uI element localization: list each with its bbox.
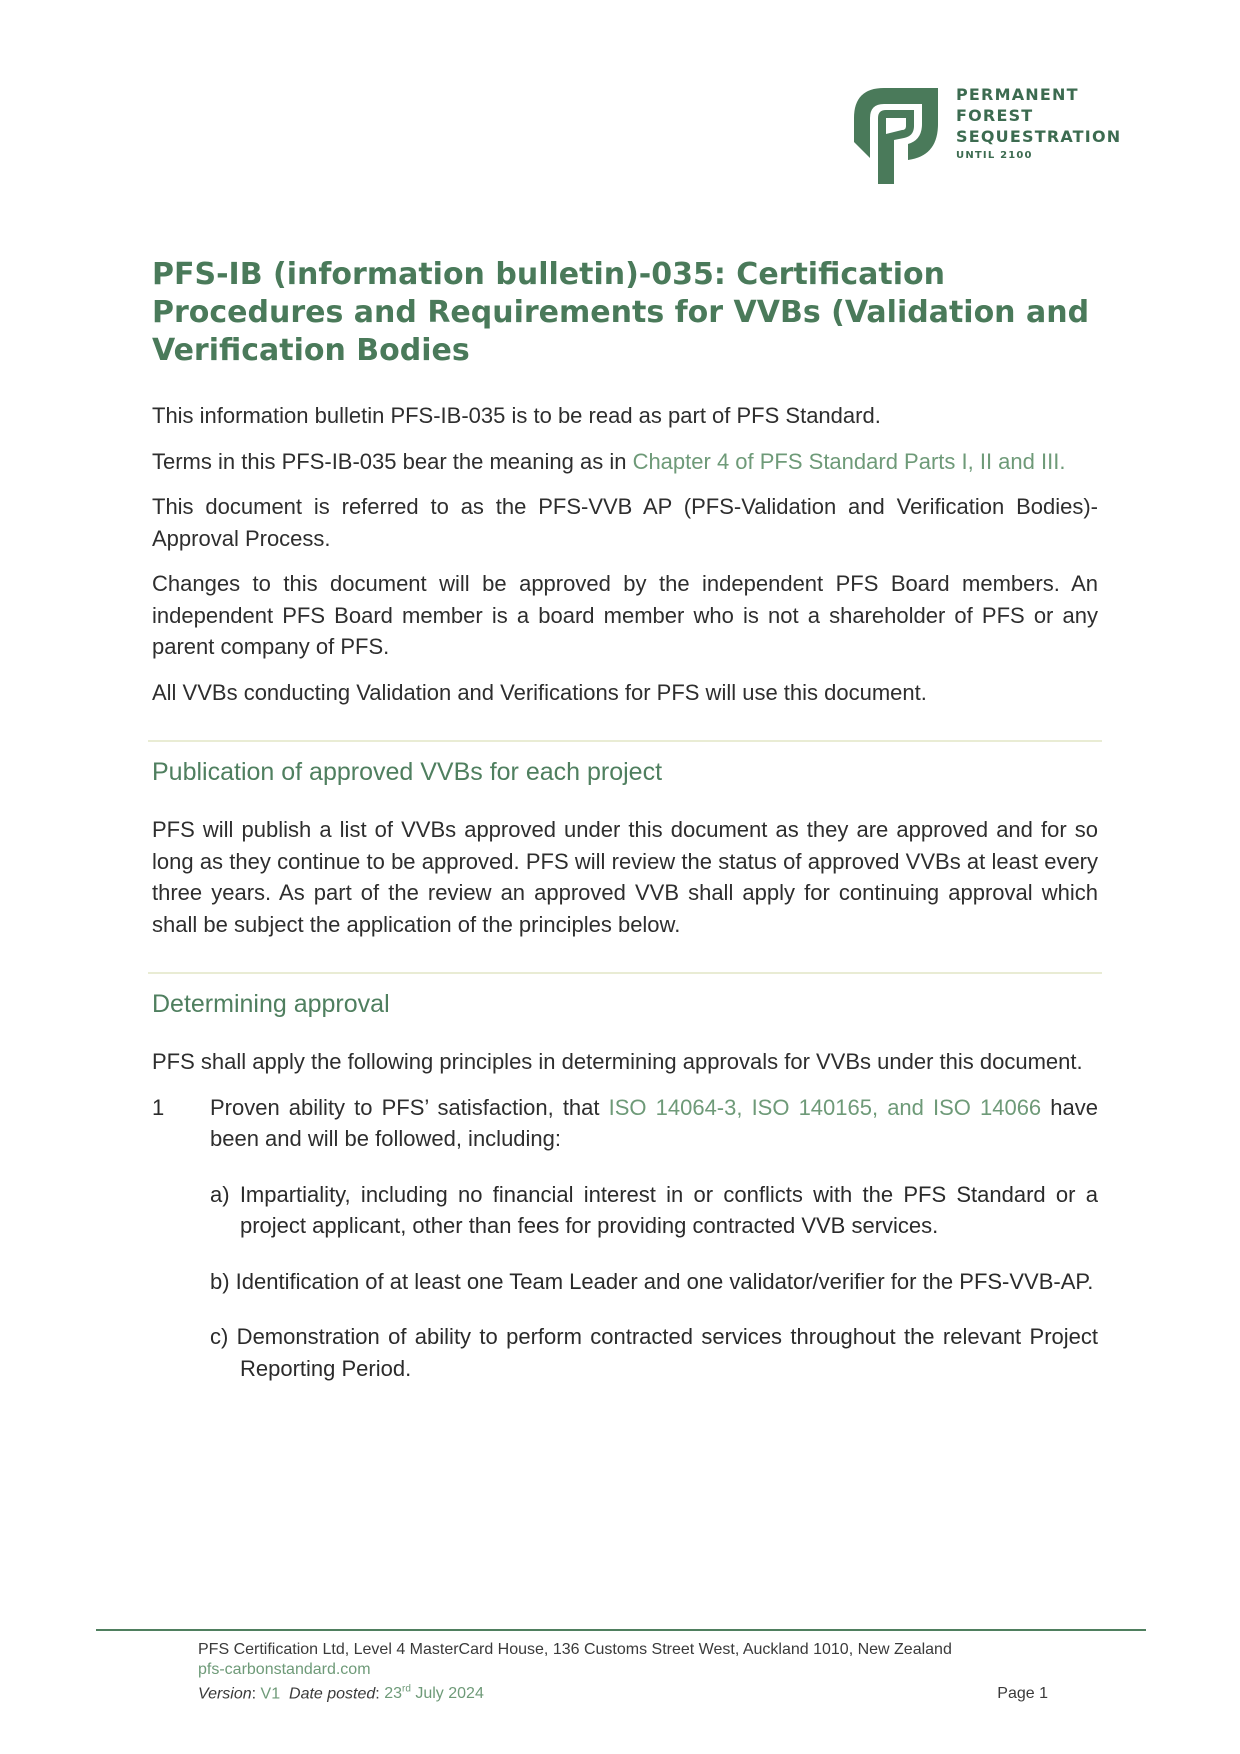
logo-line-3: SEQUESTRATION	[956, 127, 1122, 146]
logo-tagline: UNTIL 2100	[956, 150, 1033, 161]
sub-item-a: a) Impartiality, including no financial interest in or conflicts with the PFS Standard or a project applicant, other than fees for providing contracted VVB services.	[210, 1181, 1098, 1238]
section-divider-1	[148, 740, 1102, 742]
intro-paragraph-2	[152, 446, 1098, 478]
document-body	[152, 256, 1098, 1384]
date-month-year: July 2024	[415, 1685, 484, 1703]
list-item-text	[210, 1092, 1098, 1155]
footer-address: PFS Certification Ltd, Level 4 MasterCard House, 136 Customs Street West, Auckland 1010, New Zealand	[198, 1641, 952, 1658]
section-divider-2	[148, 972, 1102, 974]
date-value	[384, 1685, 484, 1702]
date-suffix: rd	[401, 1684, 411, 1695]
footer-website-link[interactable]: pfs-carbonstandard.com	[198, 1661, 371, 1678]
iso-standards-link[interactable]: ISO 14064-3, ISO 140165, and ISO 14066	[608, 1094, 1042, 1120]
intro-paragraph-3: This document is referred to as the PFS-VVB AP (PFS-Validation and Verification Bodies)-Approval Process.	[152, 494, 1098, 551]
list-item-1	[152, 1092, 1098, 1155]
date-label: Date posted	[289, 1685, 376, 1703]
date-day: 23	[384, 1685, 402, 1703]
list-item-number: 1	[152, 1094, 165, 1120]
list-item-text-before: Proven ability to PFS’ satisfaction, that	[210, 1094, 609, 1120]
list-item-text-after: have been and will be followed, including:	[210, 1094, 1098, 1151]
publication-paragraph: PFS will publish a list of VVBs approved under this document as they are approved and for so long as they continue to be approved. PFS will review the status of approved VVBs at least every three years. As part of the review an approved VVB shall apply for continuing approval which shall be subject the application of the principles below.	[152, 817, 1098, 937]
pfs-logo	[852, 84, 1132, 194]
pfs-logo-mark-icon	[852, 84, 942, 192]
footer-divider	[96, 1629, 1146, 1631]
intro-paragraph-4: Changes to this document will be approved by the independent PFS Board members. An independent PFS Board member is a board member who is not a shareholder of PFS or any parent company of PFS.	[152, 571, 1098, 659]
list-item-body	[210, 1092, 1098, 1155]
section-heading-publication: Publication of approved VVBs for each project	[152, 758, 663, 786]
logo-line-2: FOREST	[956, 106, 1034, 125]
version-value: V1	[260, 1685, 281, 1703]
page-number: Page 1	[997, 1685, 1048, 1702]
logo-line-1: PERMANENT	[956, 85, 1079, 104]
intro-paragraph-5: All VVBs conducting Validation and Verifications for PFS will use this document.	[152, 679, 927, 705]
sub-item-b: b) Identification of at least one Team Leader and one validator/verifier for the PFS-VVB-AP.	[210, 1268, 1094, 1294]
document-title: PFS-IB (information bulletin)-035: Certification Procedures and Requirements for VVBs (Validation and Verification Bodies	[152, 257, 1090, 368]
version-label: Version	[198, 1685, 252, 1703]
intro-p2-text: Terms in this PFS-IB-035 bear the meaning as in	[152, 448, 633, 474]
sub-item-c: c) Demonstration of ability to perform contracted services throughout the relevant Project Reporting Period.	[210, 1324, 1098, 1381]
approval-paragraph: PFS shall apply the following principles in determining approvals for VVBs under this document.	[152, 1049, 1083, 1074]
chapter-4-link[interactable]: Chapter 4 of PFS Standard Parts I, II and III.	[632, 448, 1066, 474]
intro-paragraph-1: This information bulletin PFS-IB-035 is to be read as part of PFS Standard.	[152, 403, 881, 428]
section-heading-approval: Determining approval	[152, 990, 390, 1018]
page-footer	[198, 1640, 1048, 1704]
footer-version-line: Version: V1 Date posted: 23rd July 2024	[198, 1684, 484, 1703]
logo-wordmark	[956, 84, 1121, 163]
